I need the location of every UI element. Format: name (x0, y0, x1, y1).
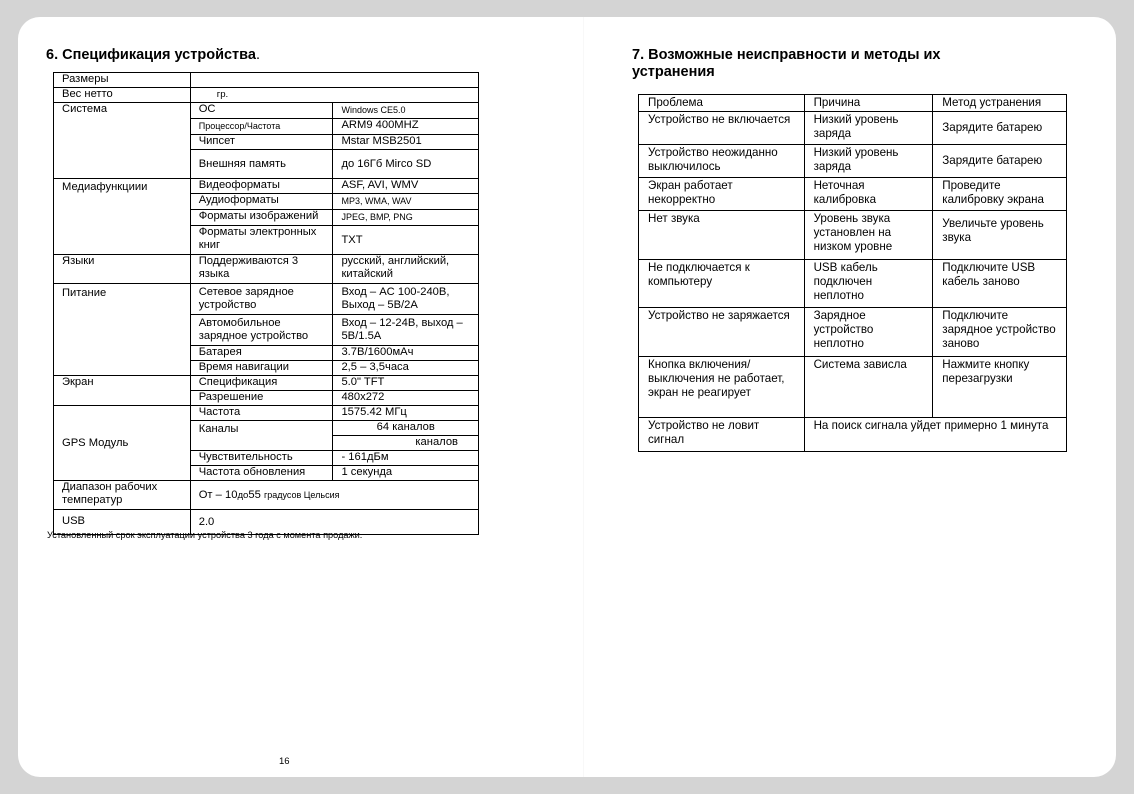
cell-mem-value: до 16Гб Mirco SD (333, 150, 479, 179)
table-row (54, 481, 479, 510)
cell-cause: Уровень звука установлен на низком уровне (804, 211, 933, 260)
cell-problem: Устройство не включается (639, 112, 805, 145)
cell-lang: Языки (54, 255, 191, 284)
table-row (639, 308, 1067, 357)
spec-section-title: 6. Спецификация устройства. (46, 47, 260, 63)
cell-chip-label: Чипсет (190, 135, 333, 150)
cell-cpu-label: Процессор/Частота (190, 119, 333, 135)
table-row (639, 260, 1067, 308)
cell-car-label: Автомобильное зарядное устройство (190, 315, 333, 346)
cell-chan-label: Каналы (190, 421, 333, 451)
cell-res-value: 480x272 (333, 391, 479, 406)
table-row (54, 103, 479, 119)
cell-video-value: ASF, AVI, WMV (333, 179, 479, 194)
cell-fix: Зарядите батарею (933, 112, 1067, 145)
cell-fix: Увеличьте уровень звука (933, 211, 1067, 260)
page-number: 16 (279, 756, 290, 767)
cell-problem: Нет звука (639, 211, 805, 260)
cell-problem: Устройство не заряжается (639, 308, 805, 357)
cell-cause: USB кабель подключен неплотно (804, 260, 933, 308)
cell-gps: GPS Модуль (54, 406, 191, 481)
table-row (639, 418, 1067, 452)
table-row (54, 88, 479, 103)
cell-navtime-value: 2,5 – 3,5часа (333, 361, 479, 376)
cell-sens-value: - 161дБм (333, 451, 479, 466)
cell-lang-value: русский, английский, китайский (333, 255, 479, 284)
table-row (639, 112, 1067, 145)
cell-audio-value: MP3, WMA, WAV (333, 194, 479, 210)
header-cause: Причина (804, 95, 933, 112)
cell-sizes: Размеры (54, 73, 191, 88)
cell-cause: Низкий уровень заряда (804, 145, 933, 178)
cell-res-label: Разрешение (190, 391, 333, 406)
cell-fix: Зарядите батарею (933, 145, 1067, 178)
table-row (639, 145, 1067, 178)
cell-upd-value: 1 секунда (333, 466, 479, 481)
cell-weight-value: гр. (190, 88, 478, 103)
table-row (54, 406, 479, 421)
page-spine (583, 17, 584, 777)
cell-img-value: JPEG, BMP, PNG (333, 210, 479, 226)
lifetime-note: Установленный срок эксплуатации устройства 3 года с момента продажи. (47, 530, 363, 540)
cell-fix: Подключите зарядное устройство заново (933, 308, 1067, 357)
cell-power: Питание (54, 284, 191, 376)
cell-audio-label: Аудиоформаты (190, 194, 333, 210)
cell-cpu-value: ARM9 400MHZ (333, 119, 479, 135)
cell-system: Система (54, 103, 191, 179)
table-row (639, 357, 1067, 418)
cell-problem: Не подключается к компьютеру (639, 260, 805, 308)
cell-os-value: Windows CE5.0 (333, 103, 479, 119)
table-row (54, 179, 479, 194)
spec-table (53, 72, 479, 535)
cell-video-label: Видеоформаты (190, 179, 333, 194)
cell-chan-value2: каналов (333, 436, 479, 451)
cell-fix: Проведите калибровку экрана (933, 178, 1067, 211)
cell-fix: Подключите USB кабель заново (933, 260, 1067, 308)
cell-problem: Устройство не ловит сигнал (639, 418, 805, 452)
header-fix: Метод устранения (933, 95, 1067, 112)
troubleshoot-section-title: 7. Возможные неисправности и методы их устранения (632, 47, 941, 80)
cell-problem: Устройство неожиданно выключилось (639, 145, 805, 178)
cell-chip-value: Mstar MSB2501 (333, 135, 479, 150)
troubleshoot-table (638, 94, 1067, 452)
cell-mem-label: Внешняя память (190, 150, 333, 179)
cell-battery-label: Батарея (190, 346, 333, 361)
cell-cause: На поиск сигнала уйдет примерно 1 минута (804, 418, 1066, 452)
cell-os-label: ОС (190, 103, 333, 119)
cell-problem: Экран работает некорректно (639, 178, 805, 211)
cell-cause: Низкий уровень заряда (804, 112, 933, 145)
cell-fix: Нажмите кнопку перезагрузки (933, 357, 1067, 418)
cell-problem: Кнопка включения/выключения не работает, экран не реагирует (639, 357, 805, 418)
table-row (54, 255, 479, 284)
cell-screenspec-label: Спецификация (190, 376, 333, 391)
table-row (54, 284, 479, 315)
manual-page-spread (18, 17, 1116, 777)
cell-usb: USB (54, 510, 191, 535)
table-row (639, 211, 1067, 260)
cell-navtime-label: Время навигации (190, 361, 333, 376)
cell-ebook-value: TXT (333, 226, 479, 255)
cell-usb-value: 2.0 (190, 510, 478, 535)
cell-screenspec-value: 5.0" TFT (333, 376, 479, 391)
cell-charger-label: Сетевое зарядное устройство (190, 284, 333, 315)
cell-img-label: Форматы изображений (190, 210, 333, 226)
cell-screen: Экран (54, 376, 191, 406)
table-header-row (639, 95, 1067, 112)
cell-cause: Неточная калибровка (804, 178, 933, 211)
table-row (639, 178, 1067, 211)
cell-temp: Диапазон рабочих температур (54, 481, 191, 510)
cell-freq-value: 1575.42 МГц (333, 406, 479, 421)
cell-weight-label: Вес нетто (54, 88, 191, 103)
table-row (54, 376, 479, 391)
cell-charger-value: Вход – AC 100-240В, Выход – 5В/2А (333, 284, 479, 315)
cell-upd-label: Частота обновления (190, 466, 333, 481)
header-problem: Проблема (639, 95, 805, 112)
cell-chan-value1: 64 каналов (333, 421, 479, 436)
cell-battery-value: 3.7В/1600мАч (333, 346, 479, 361)
cell-car-value: Вход – 12-24В, выход – 5В/1.5А (333, 315, 479, 346)
table-row (54, 73, 479, 88)
cell-cause: Система зависла (804, 357, 933, 418)
cell-media: Медиафункциии (54, 179, 191, 255)
cell-lang-label: Поддерживаются 3 языка (190, 255, 333, 284)
cell-sens-label: Чувствительность (190, 451, 333, 466)
cell-freq-label: Частота (190, 406, 333, 421)
cell-ebook-label: Форматы электронных книг (190, 226, 333, 255)
cell-temp-value: От – 10до55 градусов Цельсия (190, 481, 478, 510)
cell-cause: Зарядное устройство неплотно (804, 308, 933, 357)
